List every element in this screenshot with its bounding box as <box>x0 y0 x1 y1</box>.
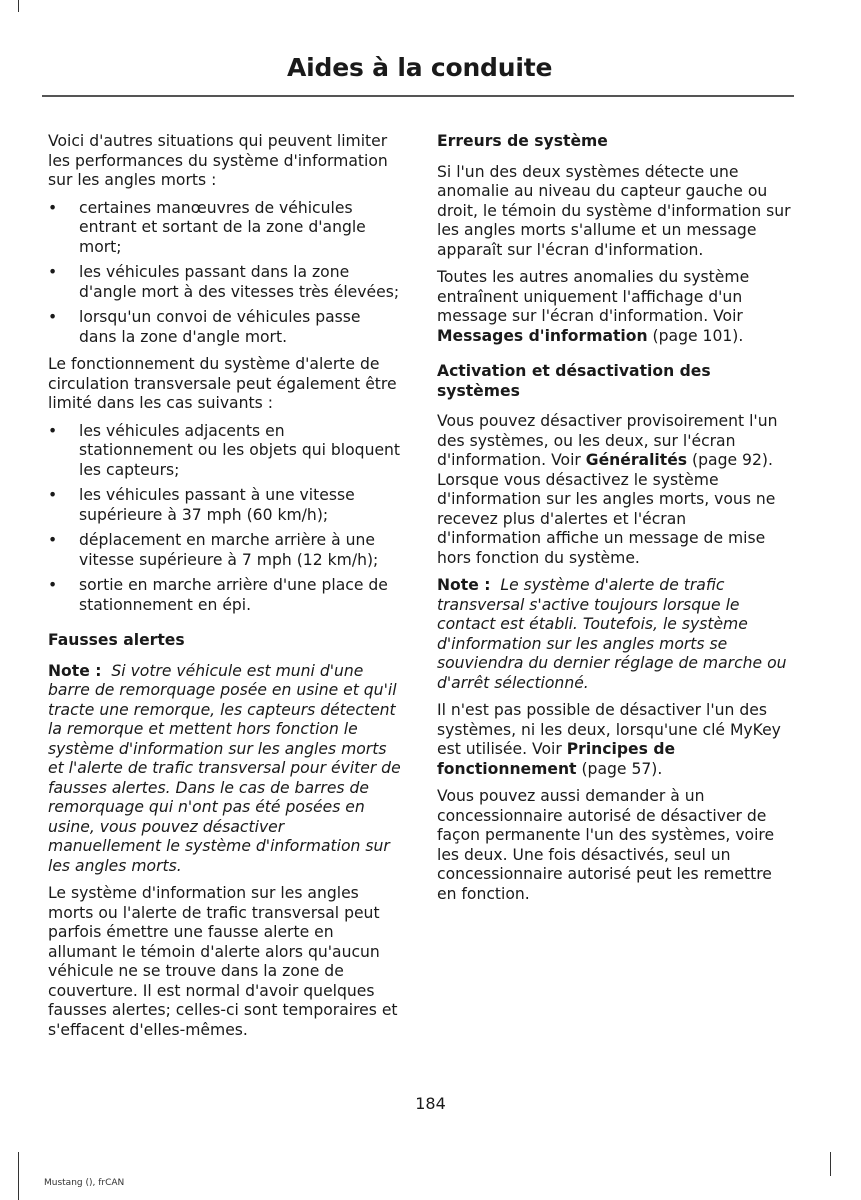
bullet-icon: • <box>48 421 58 440</box>
bullet-list-2 <box>48 422 402 616</box>
xref-messages-link[interactable]: Messages d'information <box>437 326 648 345</box>
right-column <box>437 132 793 912</box>
header-rule <box>42 95 794 97</box>
false-alerts-paragraph: Le système d'information sur les angles morts ou l'alerte de trafic transversal peut parfois émettre une fausse alerte en allumant le témoin d'alerte alors qu'aucun véhicule ne se trouve dans la zone de couverture. Il est normal d'avoir quelques fausses alertes; celles-ci sont temporaires et s'effacent d'elles-mêmes. <box>48 884 398 1039</box>
intro-paragraph-2: Le fonctionnement du système d'alerte de circulation transversale peut également être limité dans les cas suivants : <box>48 355 397 412</box>
list-item: • sortie en marche arrière d'une place de stationnement en épi. <box>48 576 388 614</box>
bullet-list-1 <box>48 199 402 348</box>
left-column <box>48 132 402 1048</box>
list-item: • déplacement en marche arrière à une vitesse supérieure à 7 mph (12 km/h); <box>48 531 379 569</box>
xref-general-link[interactable]: Généralités <box>585 451 688 469</box>
note-paragraph <box>48 662 402 877</box>
section-heading-activation: Activation et désactivation des systèmes <box>437 362 711 400</box>
xref-principles-link[interactable]: Principes de fonctionnement <box>437 740 676 778</box>
bullet-icon: • <box>48 531 58 549</box>
activation-paragraph-1: Vous pouvez désactiver provisoirement l'un des systèmes, ou les deux, sur l'écran d'information. Voir Généralités (page 92). Lorsque vous désactivez le système d'information sur les angles morts, vous ne recevez plus d'alertes et l'écran d'information affiche un message de mise hors fonction du système. <box>437 412 778 567</box>
list-item: • les véhicules adjacents en stationnement ou les objets qui bloquent les capteurs; <box>48 421 401 479</box>
note-paragraph <box>437 576 793 693</box>
list-item: • les véhicules passant à une vitesse supérieure à 37 mph (60 km/h); <box>48 486 355 524</box>
bullet-icon: • <box>48 263 58 281</box>
intro-paragraph-1: Voici d'autres situations qui peuvent limiter les performances du système d'information sur les angles morts : <box>48 132 388 189</box>
activation-paragraph-3: Vous pouvez aussi demander à un concessionnaire autorisé de désactiver de façon permanente l'un des systèmes, voire les deux. Une fois désactivés, seul un concessionnaire autorisé peut les remettre en fonction. <box>437 787 775 903</box>
crop-mark-bottom-right <box>830 1152 831 1176</box>
page-number: 184 <box>415 1094 446 1113</box>
page-title: Aides à la conduite <box>287 53 553 82</box>
bullet-icon: • <box>48 198 58 217</box>
section-heading-false-alerts: Fausses alertes <box>48 631 185 649</box>
bullet-icon: • <box>48 486 58 504</box>
errors-paragraph-1: Si l'un des deux systèmes détecte une anomalie au niveau du capteur gauche ou droit, le témoin du système d'information sur les angles morts s'allume et un message apparaît sur l'écran d'information. <box>437 162 791 259</box>
activation-paragraph-2: Il n'est pas possible de désactiver l'un des systèmes, ni les deux, lorsqu'une clé MyKey est utilisée. Voir Principes de fonctionnement (page 57). <box>437 701 781 778</box>
note-label: Note : <box>437 576 491 594</box>
note-label: Note : <box>48 661 102 680</box>
note-text: Si votre véhicule est muni d'une barre de remorquage posée en usine et qu'il tracte une remorque, les capteurs détectent la remorque et mettent hors fonction le système d'information sur les angles morts et l'alerte de trafic transversal pour éviter de fausses alertes. Dans le cas de barres de remorquage qui n'ont pas été posées en usine, vous pouvez désactiver manuellement le système d'information sur les angles morts. <box>48 661 401 875</box>
crop-mark-bottom-left <box>18 1152 19 1200</box>
section-heading-system-errors: Erreurs de système <box>437 132 608 150</box>
bullet-icon: • <box>48 308 58 326</box>
list-item: • lorsqu'un convoi de véhicules passe dans la zone d'angle mort. <box>48 308 361 346</box>
bullet-icon: • <box>48 576 58 594</box>
list-item: • les véhicules passant dans la zone d'angle mort à des vitesses très élevées; <box>48 263 400 301</box>
list-item: • certaines manœuvres de véhicules entrant et sortant de la zone d'angle mort; <box>48 198 366 256</box>
footer-text: Mustang (), frCAN <box>44 1178 125 1188</box>
errors-paragraph-2: Toutes les autres anomalies du système entraînent uniquement l'affichage d'un message sur l'écran d'information. Voir Messages d'information (page 101). <box>437 268 750 345</box>
crop-mark-top-left <box>18 0 19 12</box>
note-text: Le système d'alerte de trafic transversal s'active toujours lorsque le contact est établi. Toutefois, le système d'information sur les angles morts se souviendra du dernier réglage de marche ou d'arrêt sélectionné. <box>437 576 787 692</box>
